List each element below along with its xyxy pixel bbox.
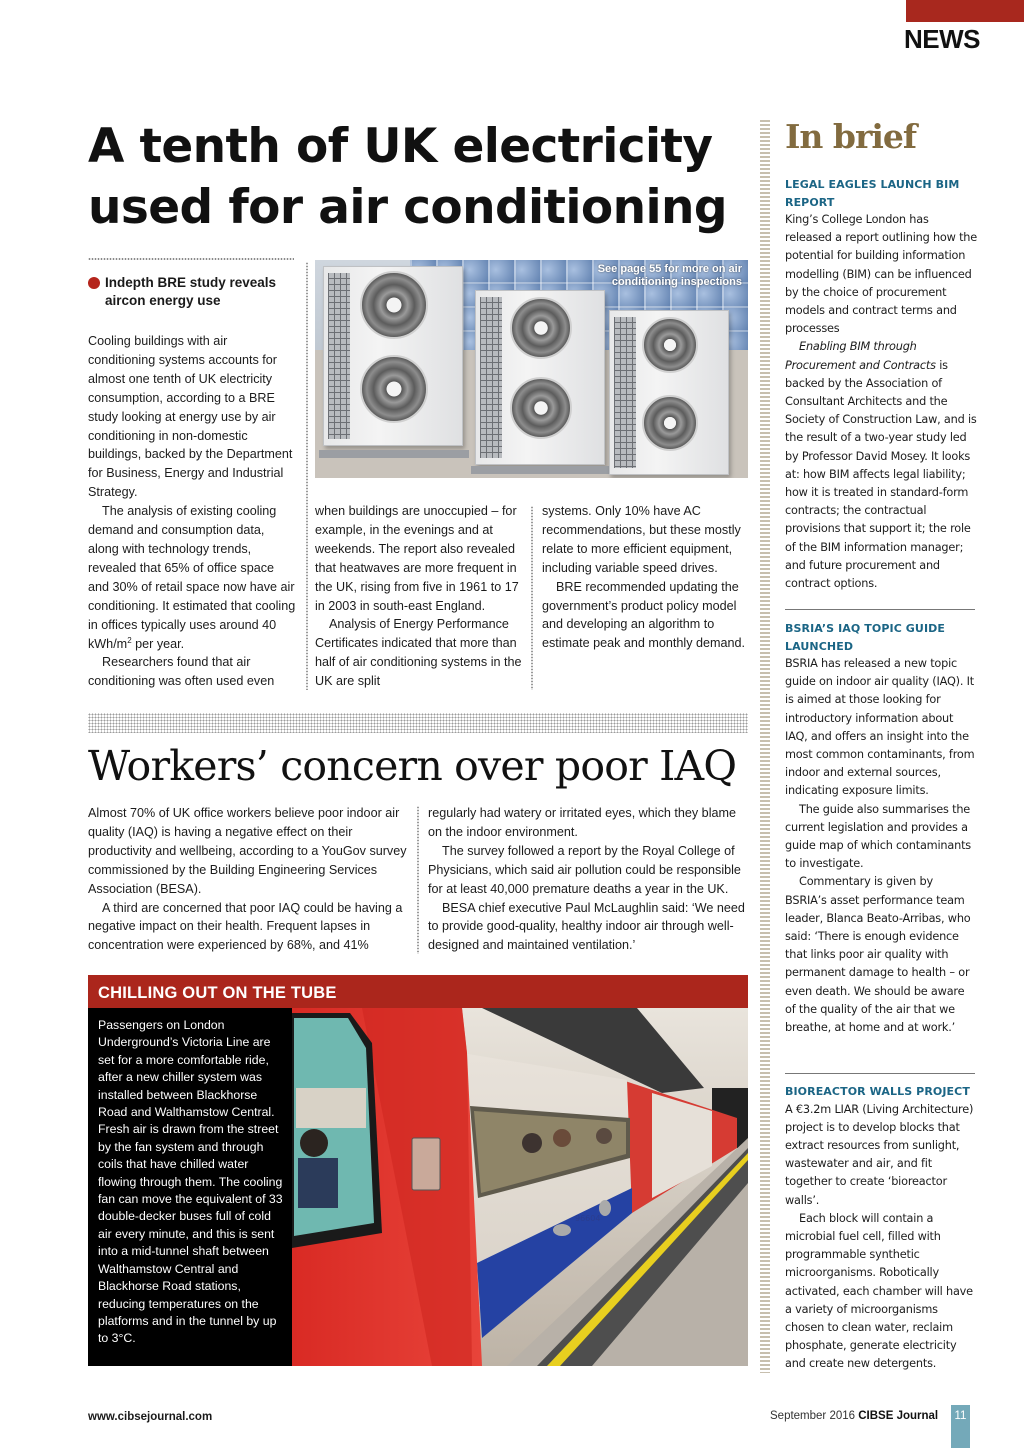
image-caption: See page 55 for more on air conditioning inspections xyxy=(597,263,742,288)
tube-train-photo xyxy=(292,1008,748,1366)
column-divider xyxy=(531,506,533,690)
paragraph: The guide also summarises the current legislation and provides a guide map of which contaminants to investigate. xyxy=(785,802,971,871)
paragraph: when buildings are unoccupied – for example, in the evenings and at weekends. The report also revealed that heatwaves are more frequent in the UK, rising from five in 1961 to 17 in 2003 in south-east England. xyxy=(315,504,519,613)
paragraph: Each block will contain a microbial fuel cell, filled with programmable synthetic microorganisms. Robotically activated, each chamber will have a variety of microorganisms chosen to clean water, reclaim phosphate, generate electricity and create new detergents. xyxy=(785,1211,973,1371)
paragraph: The survey followed a report by the Royal College of Physicians, which said air pollution could be responsible for at least 40,000 premature deaths a year in the UK. xyxy=(428,843,741,896)
tube-box-body: Passengers on London Underground’s Victoria Line are set for a more comfortable ride, after a new chiller system was installed between Blackhorse Road and Walthamstow Central. Fresh air is drawn from the street by the fan system and through coils that have chilled water flowing through them. The cooling fan can move the equivalent of 33 double-decker buses full of cold air every minute, and this is sent into a mid-tunnel shaft between Walthamstow Central and Blackhorse Road stations, reducing temperatures on the platforms and in the tunnel by up to 3°C. xyxy=(88,1008,292,1366)
paragraph: King’s College London has released a report outlining how the potential for building information modelling (BIM) can be influenced by the choice of procurement models and contract terms and processes xyxy=(785,213,978,336)
train-illustration xyxy=(292,1008,748,1366)
paragraph: BRE recommended updating the government’s product policy model and developing an algorithm to estimate peak and monthly demand. xyxy=(542,579,746,651)
sidebar-rule xyxy=(760,118,770,1373)
tube-box-title: CHILLING OUT ON THE TUBE xyxy=(88,975,748,1008)
paragraph: A third are concerned that poor IAQ could be having a negative impact on their health. Frequent lapses in concentration were experienced by 68%, and 41% xyxy=(88,900,403,953)
air-conditioning-photo xyxy=(315,260,748,478)
ac-unit xyxy=(323,266,463,446)
brief-heading: BSRIA’S IAQ TOPIC GUIDE LAUNCHED xyxy=(785,622,946,653)
lead-column-2 xyxy=(315,502,527,691)
paragraph: Researchers found that air conditioning was often used even xyxy=(88,655,275,689)
second-column-2 xyxy=(428,804,750,955)
brief-item-bsria xyxy=(785,620,977,1037)
paragraph: systems. Only 10% have AC recommendations, but these mostly relate to more efficient equipment, including variable speed drives. xyxy=(542,504,741,575)
lead-headline: A tenth of UK electricity used for air conditioning xyxy=(88,119,727,235)
sidebar-title: In brief xyxy=(785,117,917,156)
column-divider xyxy=(306,262,308,690)
paragraph: Cooling buildings with air conditioning systems accounts for almost one tenth of UK electricity consumption, according to a BRE study looking at energy use by air conditioning in non-domestic buildings, backed by the Department for Business, Energy and Industrial Strategy. xyxy=(88,334,293,500)
paragraph: Commentary is given by BSRIA’s asset performance team leader, Blanca Beato-Arribas, who said: ‘There is enough evidence that links poor air quality with permanent damage to health – or even death. We should be aware of the quality of the air that we breathe, at home and at work.’ xyxy=(785,875,971,1035)
divider xyxy=(88,258,294,260)
brief-heading: LEGAL EAGLES LAUNCH BIM REPORT xyxy=(785,178,960,209)
divider xyxy=(785,609,975,610)
section-tab-bar xyxy=(906,0,1024,22)
paragraph: Enabling BIM through Procurement and Contracts is backed by the Association of Consultant Architects and the Society of Construction Law, and is the result of a two-year study led by Professor David Mosey. It looks at: how BIM affects legal liability; how it is treated in standard-form contracts; the contractual provisions that support it; the role of the BIM information manager; and future procurement and contract options. xyxy=(785,340,977,591)
paragraph: A €3.2m LIAR (Living Architecture) project is to develop blocks that extract resources from sunlight, wastewater and air, and fit together to create ‘bioreactor walls’. xyxy=(785,1102,974,1207)
brief-heading: BIOREACTOR WALLS PROJECT xyxy=(785,1085,970,1098)
section-label: NEWS xyxy=(904,24,980,54)
paragraph: Almost 70% of UK office workers believe poor indoor air quality (IAQ) is having a negative effect on their productivity and wellbeing, according to a YouGov survey commissioned by the Building Engineering Services Association (BESA). xyxy=(88,806,407,896)
ac-unit xyxy=(475,290,605,465)
second-headline: Workers’ concern over poor IAQ xyxy=(88,742,737,790)
paragraph: BSRIA has released a new topic guide on indoor air quality (IAQ). It is aimed at those looking for introductory information about IAQ, and offers an insight into the most common contaminants, from indoor and external sources, indicating exposure limits. xyxy=(785,657,975,798)
paragraph: BESA chief executive Paul McLaughlin said: ‘We need to provide good-quality, healthy indoor air through well-designed and maintained ventilation.’ xyxy=(428,900,745,953)
paragraph: Analysis of Energy Performance Certificates indicated that more than half of air conditioning systems in the UK are split xyxy=(315,617,522,689)
bullet-icon xyxy=(88,277,100,289)
lead-column-3 xyxy=(542,502,748,653)
issue-info: September 2016 CIBSE Journal xyxy=(770,1410,939,1422)
paragraph: The analysis of existing cooling demand and consumption data, along with technology trends, revealed that 65% of office space and 30% of retail space now have air conditioning. It estimated that cooling in offices typically uses around 40 kWh/$m^2$ per year. xyxy=(88,504,296,651)
standfirst: Indepth BRE study reveals aircon energy use xyxy=(88,274,298,310)
section-divider xyxy=(88,713,748,733)
column-divider xyxy=(417,806,419,954)
divider xyxy=(785,1073,975,1074)
second-column-1 xyxy=(88,804,410,955)
page-number: 11 xyxy=(951,1405,970,1448)
website-link[interactable]: www.cibsejournal.com xyxy=(88,1411,213,1423)
ac-unit xyxy=(609,310,729,475)
brief-item-bim xyxy=(785,176,977,593)
paragraph: regularly had watery or irritated eyes, which they blame on the indoor environment. xyxy=(428,806,736,839)
svg-text:96604: 96604 xyxy=(575,1214,601,1223)
lead-column-1 xyxy=(88,332,298,691)
brief-item-bioreactor xyxy=(785,1083,977,1374)
